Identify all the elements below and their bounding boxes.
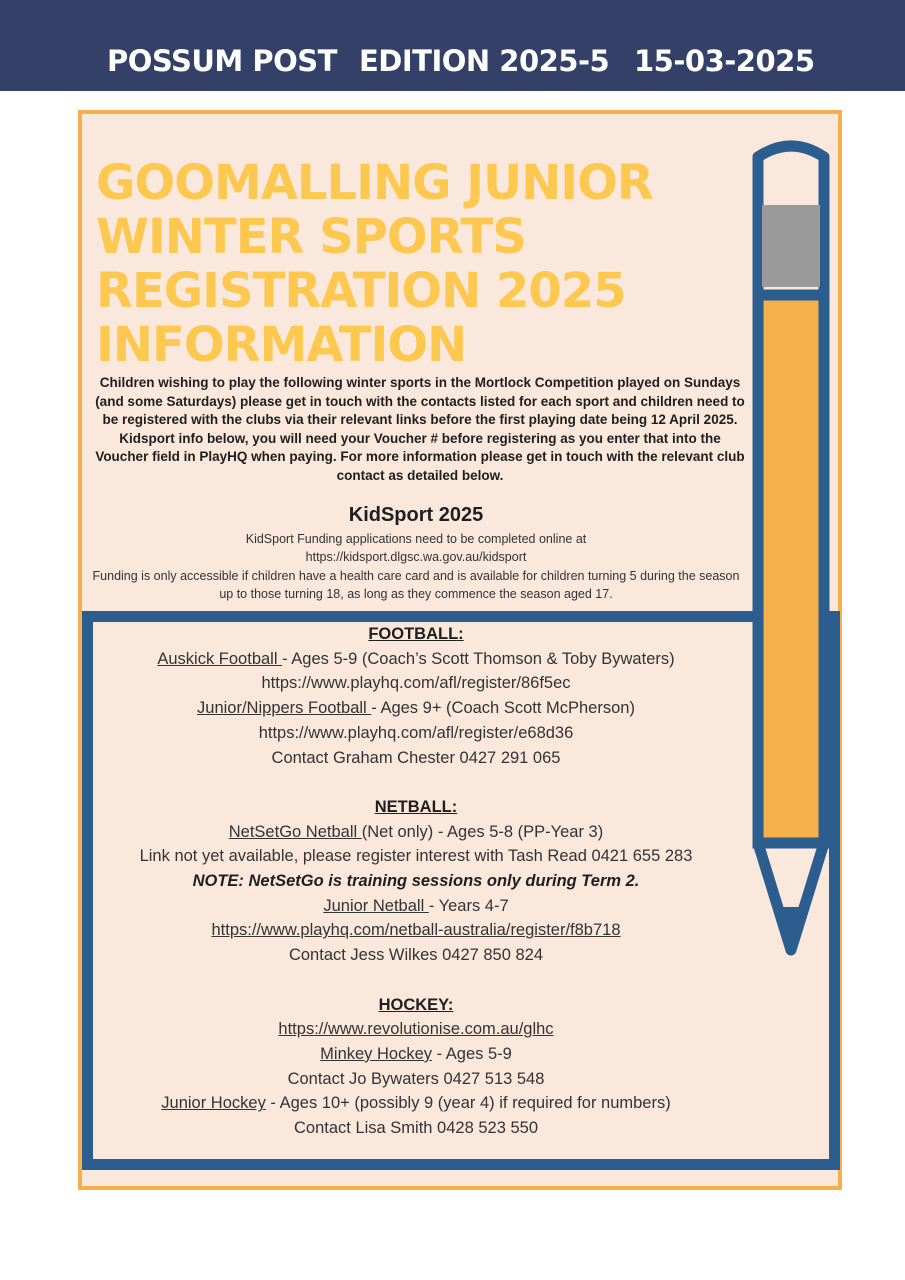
- edition-number: EDITION 2025-5: [359, 44, 610, 78]
- title-line: GOOMALLING JUNIOR: [96, 155, 653, 211]
- minkey-item: [86, 1042, 746, 1067]
- minkey-desc: - Ages 5-9: [432, 1044, 512, 1063]
- netball-heading: NETBALL:: [374, 797, 458, 816]
- auskick-link[interactable]: Auskick Football: [157, 649, 283, 668]
- minkey-link[interactable]: Minkey Hockey: [320, 1044, 433, 1063]
- football-contact: Contact Graham Chester 0427 291 065: [271, 748, 561, 767]
- junior-hockey-item: [86, 1091, 746, 1116]
- netsetgo-link[interactable]: NetSetGo Netball: [228, 822, 362, 841]
- netsetgo-item: [86, 820, 746, 845]
- junior-hockey-link[interactable]: Junior Hockey: [161, 1094, 266, 1113]
- junior-netball-desc: - Years 4-7: [428, 896, 509, 915]
- title-line: INFORMATION: [96, 317, 467, 373]
- junior-football-link[interactable]: Junior/Nippers Football: [197, 699, 372, 718]
- hockey-url[interactable]: https://www.revolutionise.com.au/glhc: [278, 1020, 554, 1039]
- title-line: WINTER SPORTS: [96, 209, 526, 265]
- junior-netball-item: [86, 894, 746, 919]
- auskick-desc: - Ages 5-9 (Coach’s Scott Thomson & Toby Bywaters): [282, 649, 675, 668]
- netsetgo-desc: (Net only) - Ages 5-8 (PP-Year 3): [361, 822, 604, 841]
- junior-hockey-desc: - Ages 10+ (possibly 9 (year 4) if required for numbers): [265, 1094, 671, 1113]
- minkey-contact: Contact Jo Bywaters 0427 513 548: [287, 1069, 545, 1088]
- netsetgo-training-note: NOTE: NetSetGo is training sessions only during Term 2.: [192, 872, 640, 891]
- newsletter-header: [0, 0, 905, 91]
- title-line: REGISTRATION 2025: [96, 263, 626, 319]
- hockey-heading: HOCKEY:: [378, 995, 454, 1014]
- netball-contact: Contact Jess Wilkes 0427 850 824: [288, 946, 544, 965]
- junior-hockey-contact: Contact Lisa Smith 0428 523 550: [294, 1119, 538, 1138]
- intro-paragraph: Children wishing to play the following winter sports in the Mortlock Competition played on Sundays (and some Saturdays) please get in touch with the contacts listed for each sport and children need to be registered with the clubs via their relevant links before the first playing date being 12 April 2025. Kidsport info below, you will need your Voucher # before registering as you enter that into the Voucher field in PlayHQ when paying. For more information please get in touch with the relevant club contact as detailed below.: [95, 375, 745, 483]
- pencil-icon: [748, 135, 834, 960]
- junior-football-item: [86, 696, 746, 721]
- clubs-list: [86, 622, 746, 1141]
- junior-netball-link[interactable]: Junior Netball: [323, 896, 429, 915]
- auskick-url[interactable]: https://www.playhq.com/afl/register/86f5ec: [261, 674, 571, 693]
- publication-name: POSSUM POST: [107, 44, 337, 78]
- kidsport-info: [84, 530, 748, 604]
- netsetgo-register-note: Link not yet available, please register interest with Tash Read 0421 655 283: [139, 847, 693, 866]
- kidsport-heading: KidSport 2025: [348, 504, 484, 526]
- edition-date: 15-03-2025: [634, 44, 815, 78]
- auskick-item: [86, 647, 746, 672]
- kidsport-eligibility: Funding is only accessible if children have a health care card and is available for children turning 5 during the season up to those turning 18, as long as they commence the season aged 17.: [92, 568, 740, 602]
- junior-football-url[interactable]: https://www.playhq.com/afl/register/e68d36: [258, 723, 574, 742]
- junior-netball-url[interactable]: https://www.playhq.com/netball-australia/register/f8b718: [211, 921, 621, 940]
- kidsport-url[interactable]: https://kidsport.dlgsc.wa.gov.au/kidsport: [305, 550, 527, 565]
- poster-title: [96, 156, 696, 372]
- kidsport-line: KidSport Funding applications need to be completed online at: [245, 532, 587, 546]
- football-heading: FOOTBALL:: [368, 625, 464, 643]
- junior-football-desc: - Ages 9+ (Coach Scott McPherson): [371, 699, 635, 718]
